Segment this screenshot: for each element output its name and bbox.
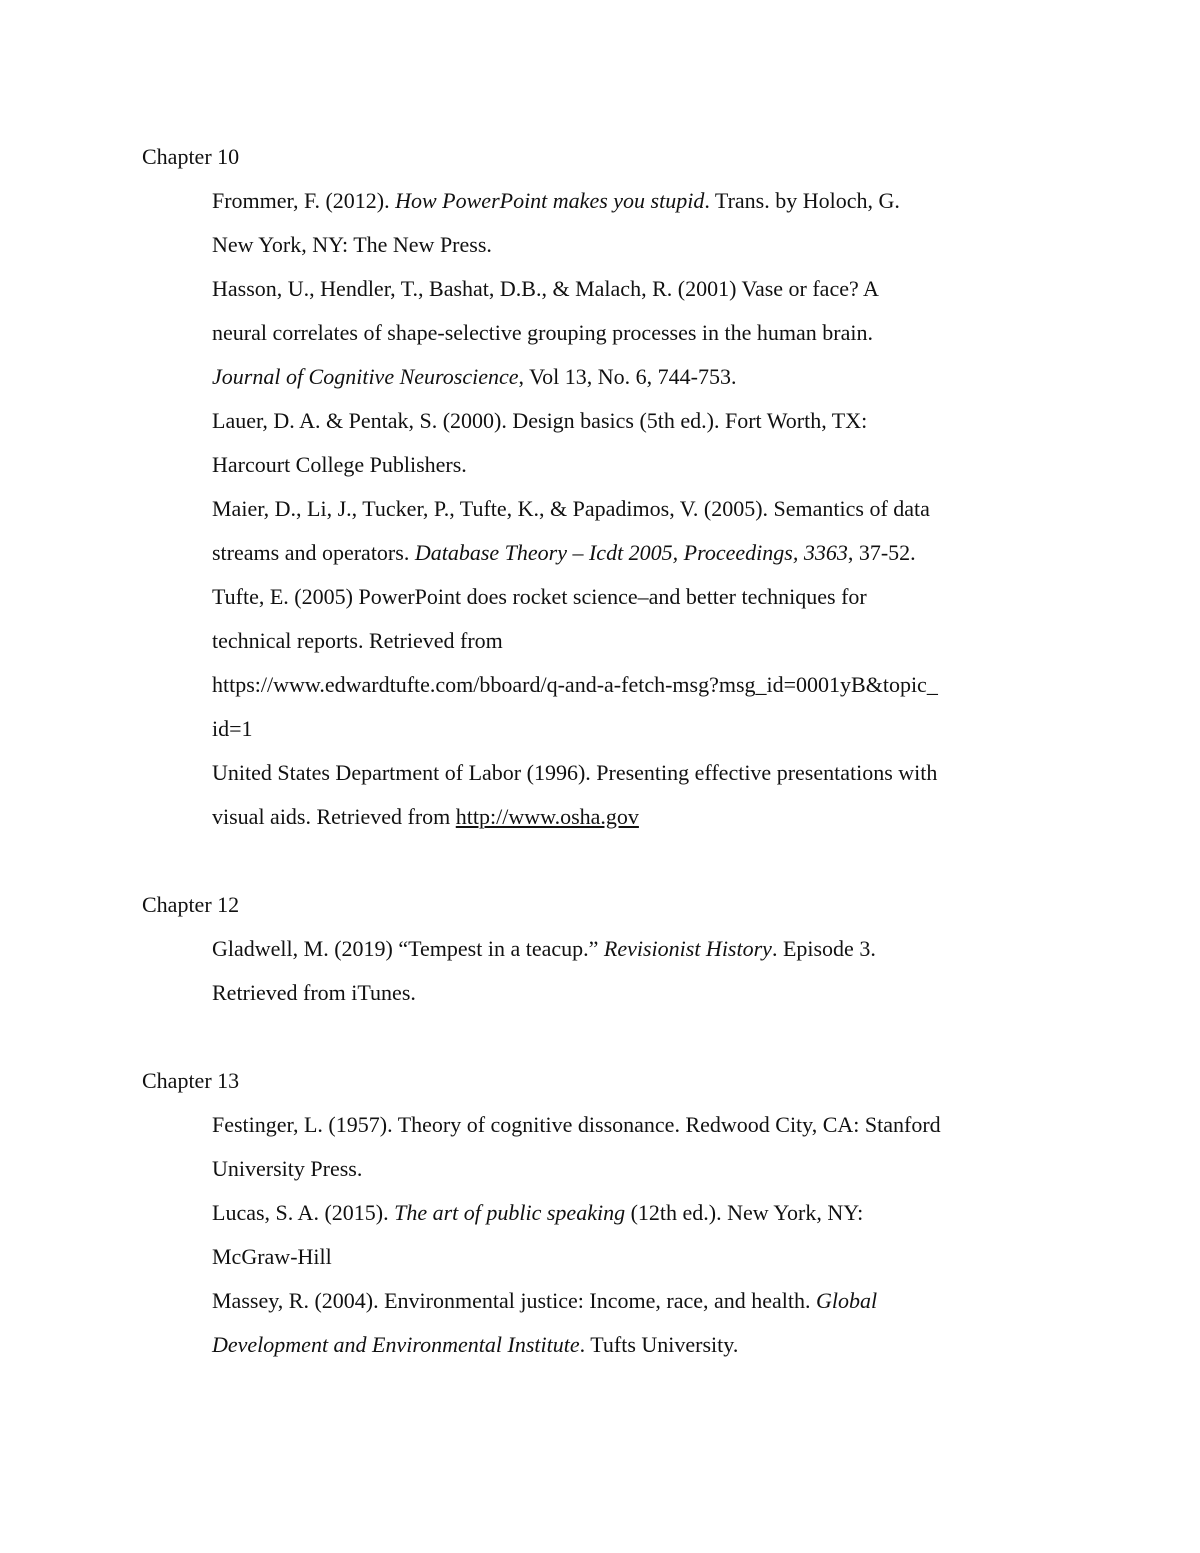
chapter-10-section — [142, 135, 1072, 839]
reference-entry — [212, 751, 1072, 839]
text-run: Lucas, S. A. (2015). — [212, 1200, 395, 1225]
text-run: Gladwell, M. (2019) “Tempest in a teacup.” — [212, 936, 604, 961]
reference-line — [212, 575, 1072, 619]
reference-line — [212, 619, 1072, 663]
reference-line — [212, 355, 1072, 399]
chapter-heading: Chapter 12 — [142, 892, 240, 917]
chapter-13-section — [142, 1059, 1072, 1367]
reference-line — [212, 223, 1072, 267]
text-run: Lauer, D. A. & Pentak, S. (2000). Design basics (5th ed.). Fort Worth, TX: — [212, 408, 868, 433]
reference-list — [142, 1103, 1072, 1367]
podcast-title: Revisionist History — [603, 936, 772, 961]
reference-list — [142, 179, 1072, 839]
reference-entry — [212, 487, 1072, 575]
reference-entry — [212, 1279, 1072, 1367]
text-run: (12th ed.). New York, NY: — [625, 1200, 864, 1225]
reference-line — [212, 663, 1072, 707]
reference-line — [212, 751, 1072, 795]
chapter-12-section — [142, 883, 1072, 1015]
reference-entry — [212, 1103, 1072, 1191]
url-text: id=1 — [212, 716, 253, 741]
osha-link[interactable]: http://www.osha.gov — [455, 804, 639, 829]
text-run: Festinger, L. (1957). Theory of cognitive dissonance. Redwood City, CA: Stanford — [212, 1112, 941, 1137]
publication-title: Global — [816, 1288, 878, 1313]
text-run: visual aids. Retrieved from — [212, 804, 456, 829]
reference-list — [142, 927, 1072, 1015]
reference-line — [212, 267, 1072, 311]
reference-line — [212, 1323, 1072, 1367]
reference-line — [212, 795, 1072, 839]
text-run: Hasson, U., Hendler, T., Bashat, D.B., & Malach, R. (2001) Vase or face? A — [212, 276, 879, 301]
publication-title: Development and Environmental Institute — [212, 1332, 580, 1357]
proceedings-title: Database Theory – Icdt 2005, Proceedings, 3363 — [414, 540, 848, 565]
reference-line — [212, 1191, 1072, 1235]
reference-line — [212, 443, 1072, 487]
text-run: Retrieved from iTunes. — [212, 980, 416, 1005]
reference-line — [212, 179, 1072, 223]
text-run: Frommer, F. (2012). — [212, 188, 396, 213]
reference-entry — [212, 267, 1072, 399]
chapter-heading: Chapter 10 — [142, 144, 240, 169]
text-run: . Trans. by Holoch, G. — [704, 188, 900, 213]
reference-line — [212, 1147, 1072, 1191]
journal-title: Journal of Cognitive Neuroscience — [212, 364, 519, 389]
text-run: New York, NY: The New Press. — [212, 232, 492, 257]
text-run: University Press. — [212, 1156, 363, 1181]
book-title: The art of public speaking — [394, 1200, 626, 1225]
text-run: United States Department of Labor (1996). Presenting effective presentations with — [212, 760, 938, 785]
reference-entry — [212, 927, 1072, 1015]
chapter-heading: Chapter 13 — [142, 1068, 240, 1093]
text-run: Tufte, E. (2005) PowerPoint does rocket science–and better techniques for — [212, 584, 867, 609]
text-run: McGraw-Hill — [212, 1244, 332, 1269]
reference-line — [212, 1279, 1072, 1323]
reference-line — [212, 531, 1072, 575]
reference-entry — [212, 399, 1072, 487]
reference-line — [212, 927, 1072, 971]
reference-line — [212, 399, 1072, 443]
reference-line — [212, 1235, 1072, 1279]
reference-entry — [212, 1191, 1072, 1279]
text-run: neural correlates of shape-selective grouping processes in the human brain. — [212, 320, 873, 345]
reference-line — [212, 311, 1072, 355]
text-run: technical reports. Retrieved from — [212, 628, 503, 653]
text-run: Maier, D., Li, J., Tucker, P., Tufte, K., & Papadimos, V. (2005). Semantics of data — [212, 496, 930, 521]
url-text: https://www.edwardtufte.com/bboard/q-and-a-fetch-msg?msg_id=0001yB&topic_ — [212, 672, 938, 697]
text-run: streams and operators. — [212, 540, 415, 565]
text-run: Massey, R. (2004). Environmental justice: Income, race, and health. — [212, 1288, 817, 1313]
reference-line — [212, 707, 1072, 751]
reference-line — [212, 1103, 1072, 1147]
reference-line — [212, 487, 1072, 531]
text-run: Harcourt College Publishers. — [212, 452, 467, 477]
reference-entry — [212, 179, 1072, 267]
text-run: , Vol 13, No. 6, 744-753. — [518, 364, 737, 389]
reference-line — [212, 971, 1072, 1015]
text-run: , 37-52. — [847, 540, 916, 565]
text-run: . Tufts University. — [579, 1332, 739, 1357]
reference-entry — [212, 575, 1072, 751]
text-run: . Episode 3. — [771, 936, 876, 961]
book-title: How PowerPoint makes you stupid — [395, 188, 705, 213]
